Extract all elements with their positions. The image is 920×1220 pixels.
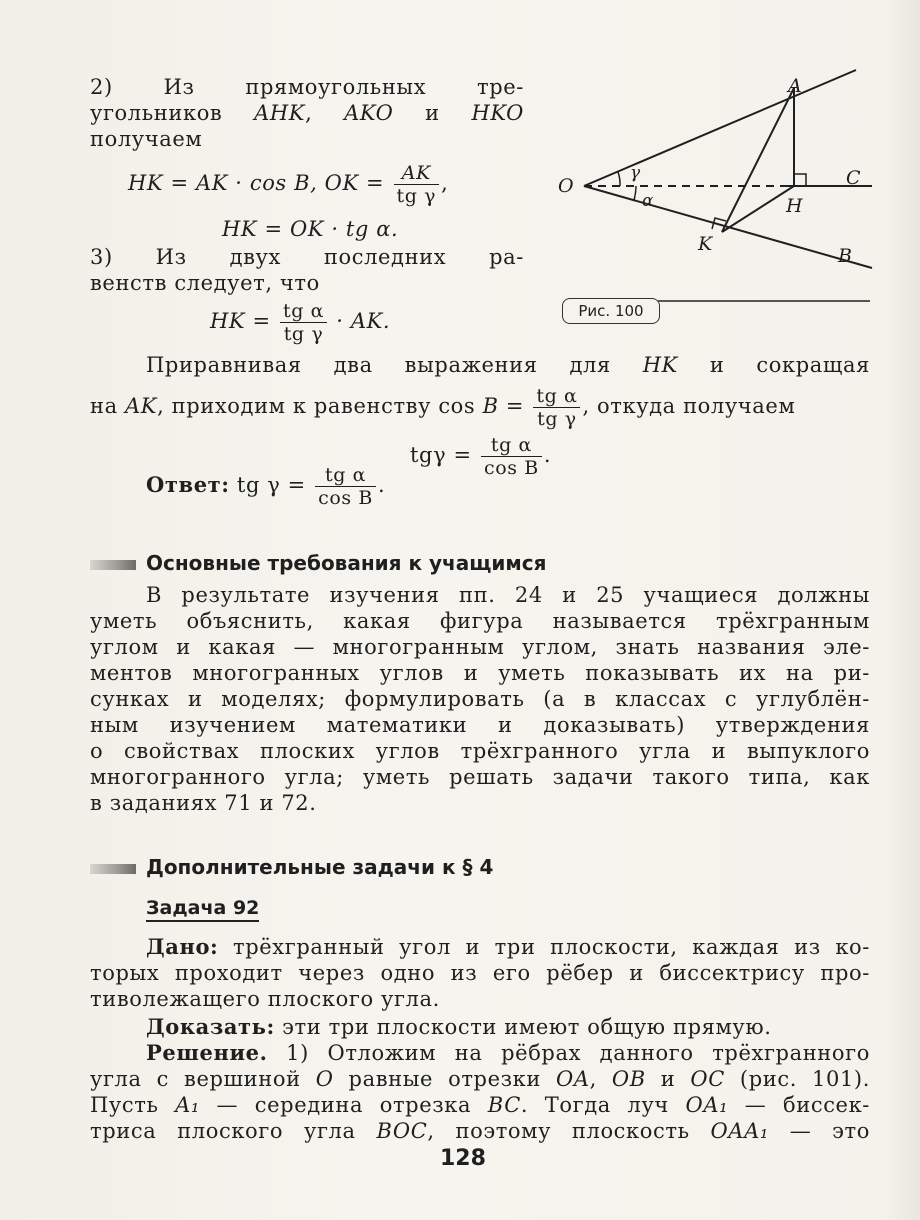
label-o: O [558,175,574,197]
fraction: $\frac{\text{tg α}}{\text{tg γ}}$ [280,300,327,345]
text-line: Доказать: эти три плоскости имеют общую прямую. [146,1014,772,1039]
heading-bar [90,560,136,570]
text-line: о свойствах плоских углов трёхгранного угла и выпуклого [90,739,870,763]
text-line: получаем [90,127,203,151]
text-line: венств следует, что [90,271,320,295]
text-line: тиволежащего плоского угла. [90,987,440,1011]
text-line: Приравнивая два выражения для HK и сокращая [146,353,871,377]
text-line: углом и какая — многогранным углом, знать названия эле- [90,635,870,659]
text-line: 3) Из двух последних ра- [90,245,524,269]
segment-ak [722,88,794,232]
fraction: $\frac{\text{tg α}}{\text{cos B}}$ [315,464,376,509]
section-heading-requirements: Основные требования к учащимся [90,550,546,576]
task-label: Задача 92 [146,896,259,922]
text-line: угла с вершиной O равные отрезки OA, OB и OC (рис. 101). [90,1067,870,1091]
text-line: на AK, приходим к равенству cos B = $\frac{\text{tg α}}{\text{tg γ}}$ , откуда получаем [90,385,796,430]
text-line: триса плоского угла BOC, поэтому плоскость OAA₁ — это [90,1119,870,1143]
label-b: B [838,245,852,267]
text-line: Дано: трёхгранный угол и три плоскости, каждая из ко- [146,934,870,959]
ray-oa [584,70,856,186]
formula-hk-ok: HK = AK · cos B, OK = $\frac{AK}{\text{tg γ}}$ , [128,162,449,207]
label-h: H [786,195,803,217]
text-line: многогранного угла; уметь решать задачи такого типа, как [90,765,870,789]
fraction: $\frac{\text{tg α}}{\text{tg γ}}$ [533,385,580,430]
formula-tg-gamma: tgγ = $\frac{\text{tg α}}{\text{cos B}}$ . [410,434,552,479]
text-line: 2) Из прямоугольных тре- [90,75,524,99]
text-line: сунках и моделях; формулировать (а в классах с углублён- [90,687,870,711]
page-number: 128 [440,1146,486,1171]
figure-caption-rule [658,300,870,302]
page-edge-shadow [884,0,920,1220]
text-line: Пусть A₁ — середина отрезка BC. Тогда луч OA₁ — биссек- [90,1093,871,1117]
section-heading-extra-tasks: Дополнительные задачи к § 4 [90,854,493,880]
fraction: $\frac{AK}{\text{tg γ}}$ [394,162,440,207]
angle-gamma-arc [618,172,620,186]
angle-alpha-arc [634,186,636,200]
text-line: ментов многогранных углов и уметь показывать их на ри- [90,661,870,685]
label-gamma: γ [630,163,641,183]
label-a: A [788,75,802,97]
formula-hk-tg: HK = OK · tg α. [222,217,399,241]
figure-caption: Рис. 100 [562,298,660,324]
text-line: ным изучением математики и доказывать) утверждения [90,713,870,737]
right-angle-h [794,174,806,186]
label-k: K [698,233,713,255]
text-line: Решение. 1) Отложим на рёбрах данного трёхгранного [146,1040,870,1065]
fraction: $\frac{\text{tg α}}{\text{cos B}}$ [481,434,542,479]
figure-100-diagram [556,64,876,334]
text-line: угольников AHK, AKO и HKO [90,101,524,125]
text-line: уметь объяснить, какая фигура называется трёхгранным [90,609,870,633]
heading-bar [90,864,136,874]
text-line: в заданиях 71 и 72. [90,791,317,815]
answer-line: Ответ: tg γ = $\frac{\text{tg α}}{\text{cos B}}$ . [146,464,386,509]
label-c: C [846,167,861,189]
formula-hk-ratio: HK = $\frac{\text{tg α}}{\text{tg γ}}$ · AK. [210,300,391,345]
text-line: торых проходит через одно из его рёбер и биссектрису про- [90,961,870,985]
label-alpha: α [642,191,654,211]
text-line: В результате изучения пп. 24 и 25 учащиеся должны [146,583,870,607]
